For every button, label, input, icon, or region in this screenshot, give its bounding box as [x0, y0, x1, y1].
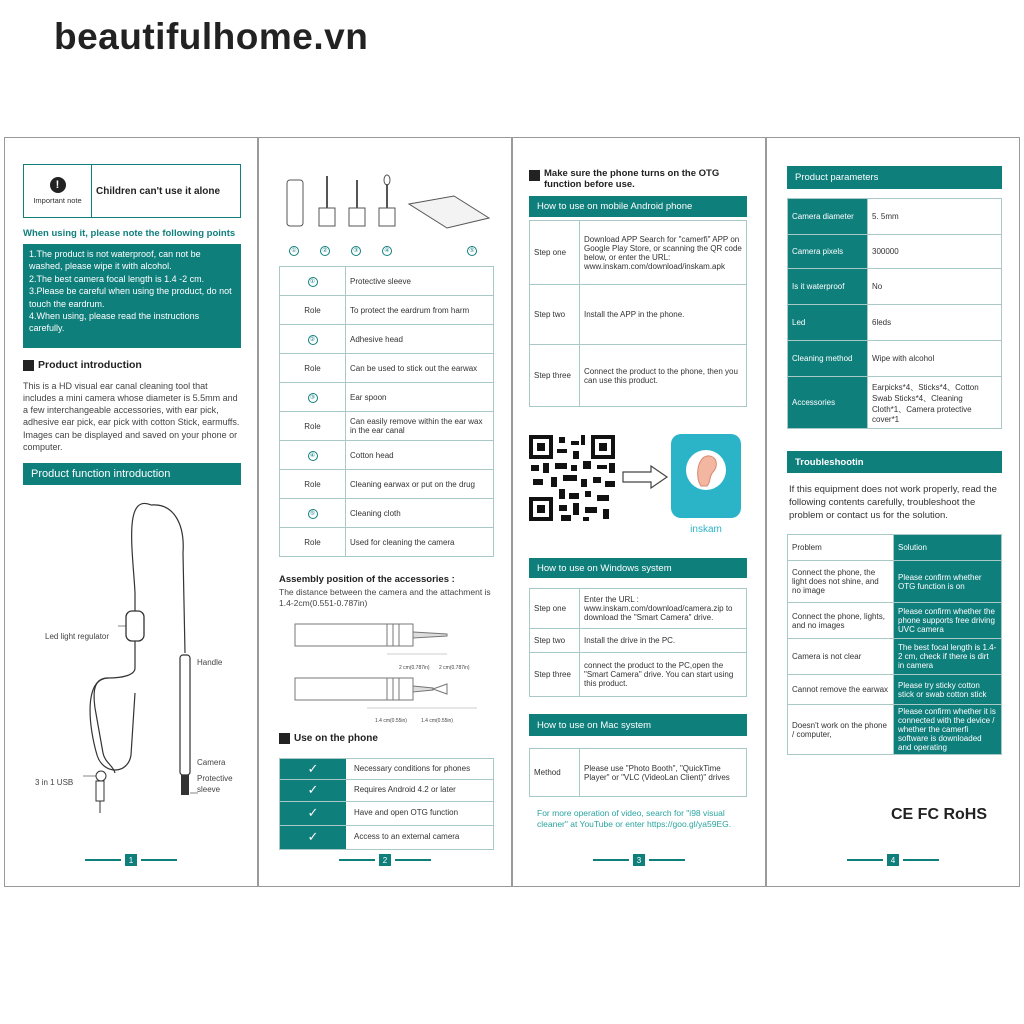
page-number: 2 — [259, 854, 511, 866]
app-name: inskam — [690, 524, 722, 535]
page-number: 4 — [767, 854, 1019, 866]
android-bar: How to use on mobile Android phone — [529, 196, 747, 217]
label-usb: 3 in 1 USB — [35, 778, 74, 787]
params-table: Camera diameter 5. 5mm Camera pixels 300000 Is it waterproof No Led 6leds Cleaning method Wipe with alcohol Accessories Earpicks*4、Sticks*4、Cotton Swab Sticks*4、Cleaning Cloth*1、Camera protective cover*1 — [787, 198, 1002, 429]
mac-table: Method Please use "Photo Booth", "QuickTime Player" or "VLC (VideoLan Client)" drives — [529, 748, 747, 797]
windows-table: Step one Enter the URL : www.inskam.com/download/camera.zip to download the "Smart Camera" drive. Step two Install the drive in the PC. Step three connect the product to the PC,open the "Smart Camera" drive. You can start using this product. — [529, 588, 747, 697]
page-2 — [258, 137, 512, 887]
intro-text: This is a HD visual ear canal cleaning tool that includes a mini camera whose diameter is 5.5mm and a few interchangeable accessories, with ear pick, adhesive ear pick, ear pick with cotton Stick, earmuffs. Images can be displayed and saved on your phone or computer. — [23, 381, 240, 452]
page-number: 1 — [5, 854, 257, 866]
trouble-text: If this equipment does not work properly, read the following contents carefully, troubleshoot the problem or contact us for the solution. — [789, 484, 997, 521]
bullet-square — [529, 170, 540, 181]
footer-note: For more operation of video, search for "i98 visual cleaner" at YouTube or enter https://goo.gl/ya59EG. — [537, 808, 732, 830]
note-item: 4.When using, please read the instructions carefully. — [29, 311, 200, 334]
note-item: 3.Please be careful when using the product, do not touch the eardrum. — [29, 286, 232, 309]
dim-label: 2 cm(0.787in) — [399, 665, 430, 671]
mac-bar: How to use on Mac system — [529, 714, 747, 736]
page-4 — [766, 137, 1020, 887]
function-heading: Product function introduction — [31, 468, 171, 480]
trouble-bar: Troubleshootin — [787, 451, 1002, 473]
intro-heading: Product introduction — [38, 359, 142, 371]
assembly-heading: Assembly position of the accessories : — [279, 574, 455, 585]
handle — [180, 655, 190, 775]
exclamation-icon: ! — [50, 177, 66, 193]
params-bar: Product parameters — [787, 166, 1002, 189]
led-regulator — [126, 611, 144, 641]
bullet-square — [23, 360, 34, 371]
otg-heading: Make sure the phone turns on the OTG function before use. — [544, 168, 720, 190]
important-note-box — [23, 164, 241, 218]
page-1 — [4, 137, 258, 887]
qr-code — [527, 433, 617, 523]
accessory-table: ① Protective sleeve Role To protect the eardrum from harm ② Adhesive head Role Can be used to stick out the earwax ③ Ear spoon Role Can easily remove within the ear wax in the ear canal ④ Cotton head Role Cleaning earwax or put on the drug ⑤ Cleaning cloth Role Used for cleaning the camera — [279, 266, 494, 557]
note-item: 2.The best camera focal length is 1.4 -2 cm. — [29, 273, 205, 284]
bullet-square — [279, 733, 290, 744]
label-camera: Camera — [197, 758, 226, 767]
accessories-illustration — [279, 174, 499, 242]
when-heading: When using it, please note the following points — [23, 228, 236, 239]
trouble-table: Problem Solution Connect the phone, the light does not shine, and no image Please confirm whether OTG function is on Connect the phone, lights, and no images Please confirm whether the phone supports free driving UVC camera Camera is not clear The best focal length is 1.4-2 cm, check if there is dirt in camera Cannot remove the earwax Please try sticky cotton stick or swab cotton stick Doesn't work on the phone / computer, Please confirm whether it is connected with the device / whether the camerfi software is downloaded and operating — [787, 534, 1002, 755]
page-3 — [512, 137, 766, 887]
watermark: beautifulhome.vn — [54, 16, 369, 57]
assembly-text: The distance between the camera and the attachment is 1.4-2cm(0.551-0.787in) — [279, 587, 491, 609]
page-number: 3 — [513, 854, 765, 866]
arrow-right-icon — [621, 464, 669, 490]
ear-icon — [685, 442, 727, 498]
accessory-numbers: ① ② ③ ④ ⑤ — [289, 246, 477, 256]
important-text: Children can't use it alone — [96, 185, 221, 197]
label-protective-sleeve: Protective sleeve — [197, 774, 233, 794]
use-heading: Use on the phone — [294, 733, 378, 745]
label-led-regulator: Led light regulator — [45, 632, 110, 641]
label-handle: Handle — [197, 658, 223, 667]
use-table: ✓ Necessary conditions for phones ✓ Requires Android 4.2 or later ✓ Have and open OTG function ✓ Access to an external camera — [279, 758, 494, 850]
notes-box — [23, 244, 241, 348]
function-heading-bar — [23, 463, 241, 485]
note-item: 1.The product is not waterproof, can not be washed, please wipe it with alcohol. — [29, 249, 201, 272]
dim-label: 2 cm(0.787in) — [439, 665, 470, 671]
dim-label: 1.4 cm(0.55in) — [421, 718, 453, 724]
dim-label: 1.4 cm(0.55in) — [375, 718, 407, 724]
certification-marks: CE FC RoHS — [891, 806, 987, 823]
android-table: Step one Download APP Search for "camerfi" APP on Google Play Store, or scanning the QR code below, or enter the URL: www.inskam.com/download/inskam.apk Step two Install the APP in the phone. Step three Connect the product to the phone, then you can use this product. — [529, 220, 747, 407]
windows-bar: How to use on Windows system — [529, 558, 747, 578]
important-label: Important note — [33, 196, 82, 205]
